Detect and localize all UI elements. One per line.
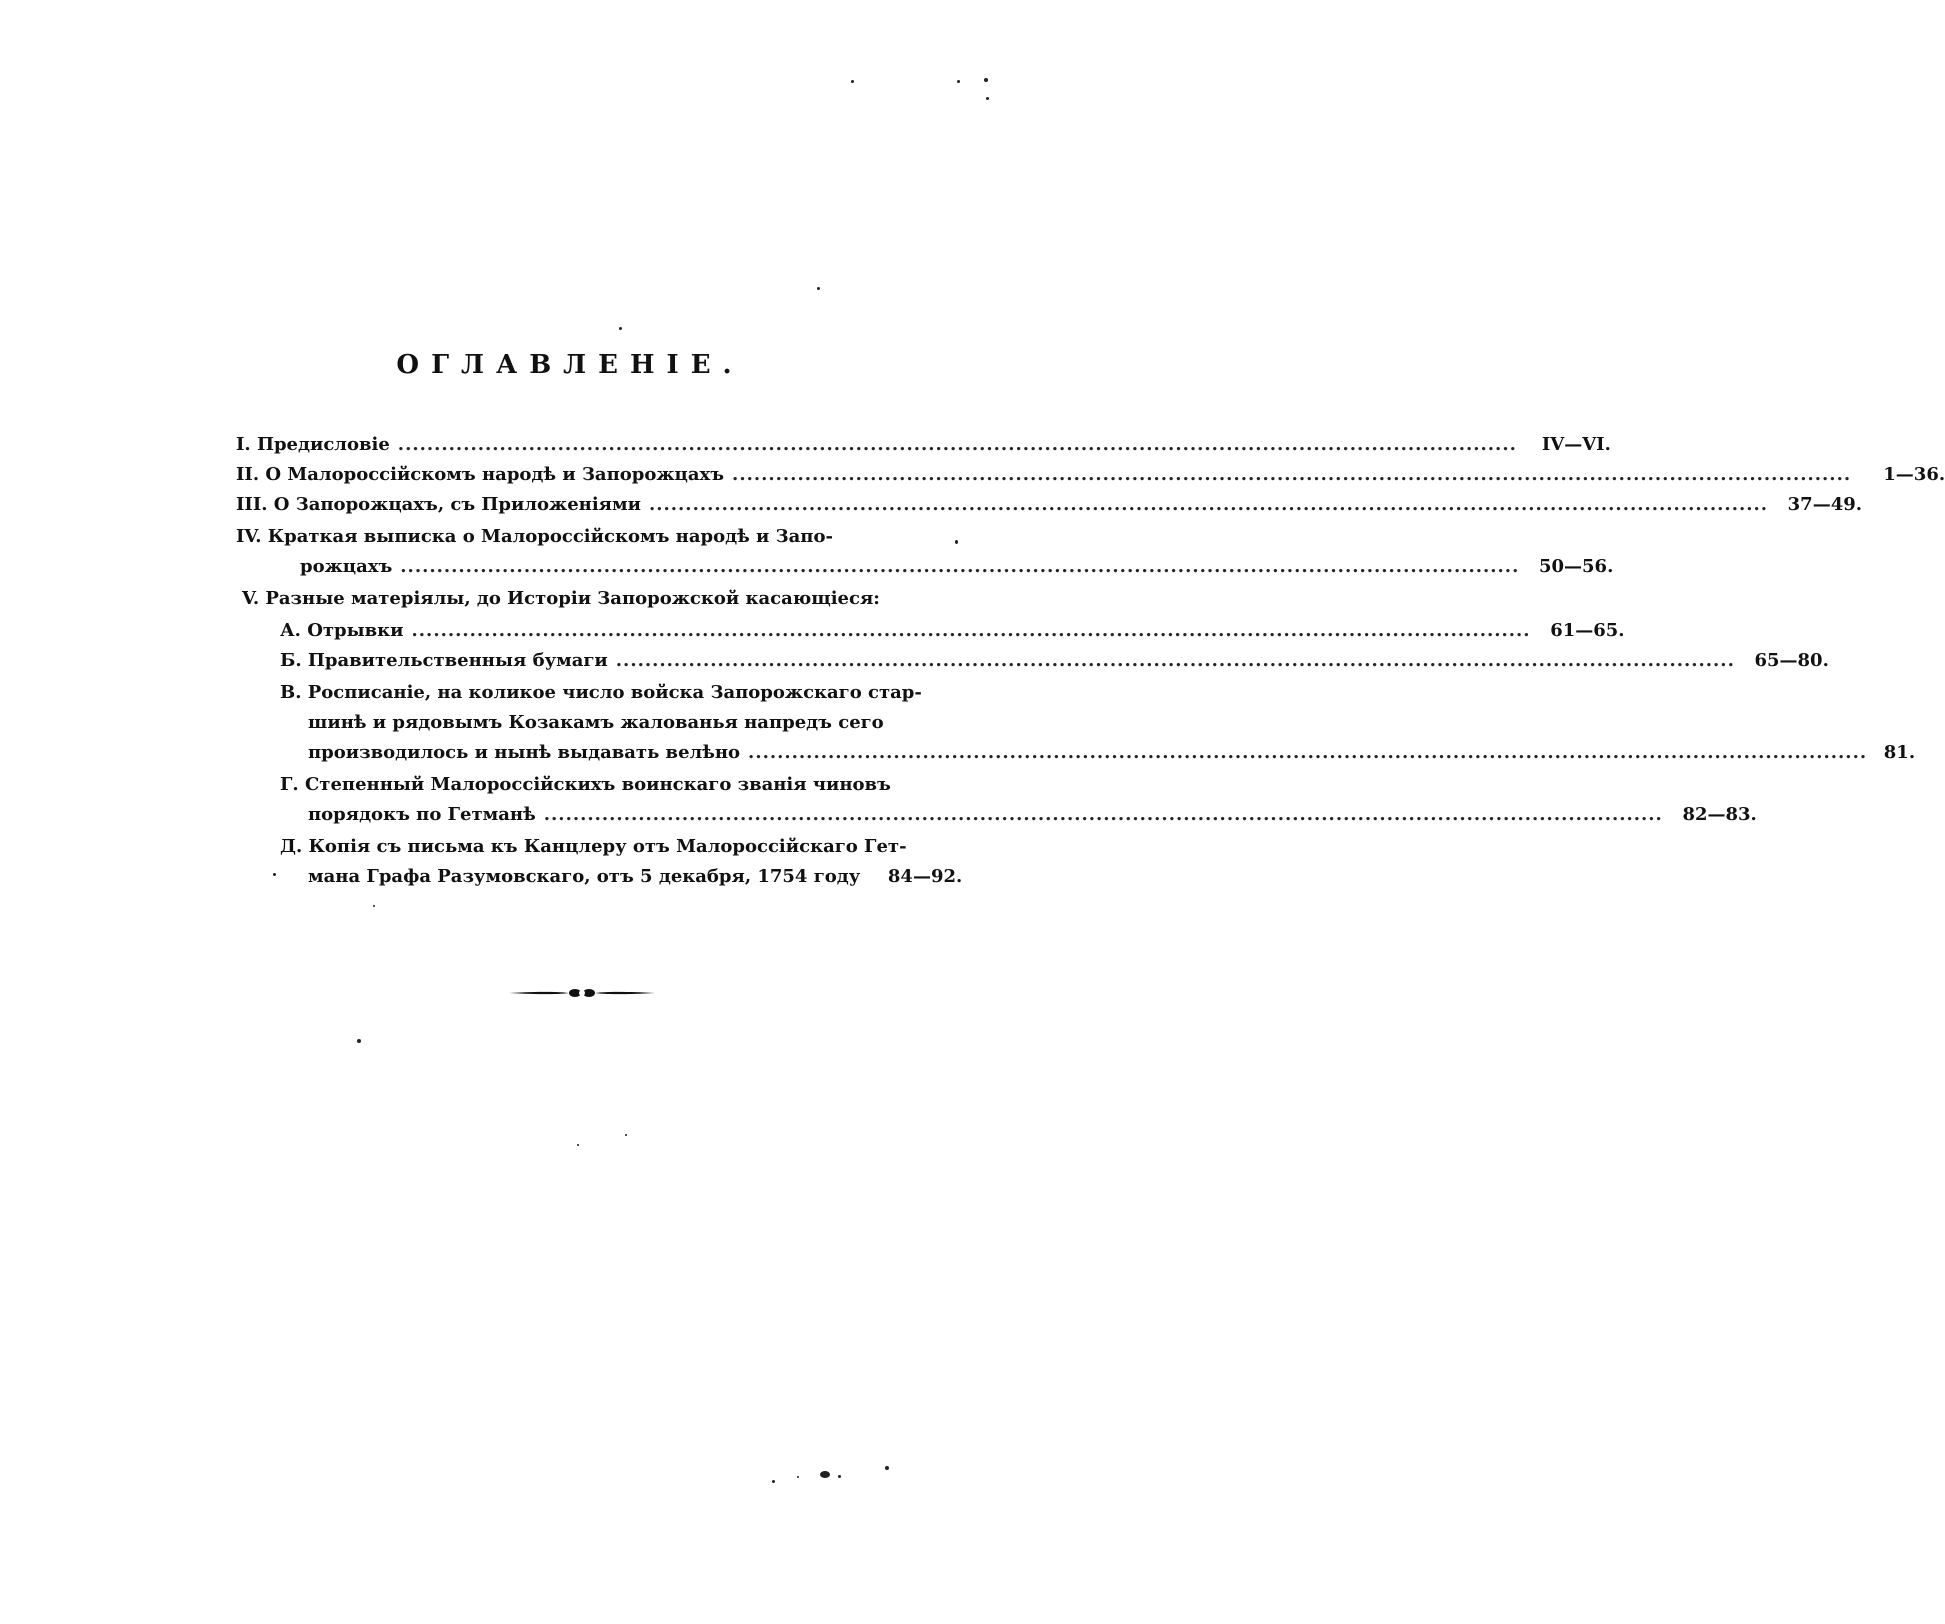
toc-entry-pages: 50—56. [1538,556,1614,577]
dot-leader: .......................................................................................................................................................... [648,494,1769,515]
toc-section-materials[interactable]: V. Разные матеріялы, до Исторіи Запорожской касающіеся: [242,588,880,609]
toc-entry-pages: 65—80. [1754,650,1829,671]
print-speck [797,1476,799,1478]
toc-entry-letter[interactable] [308,862,963,892]
toc-entry-schedule[interactable] [308,738,1916,768]
print-speck [820,1471,830,1478]
dot-leader: .......................................................................................................................................................... [615,650,1735,671]
print-speck [986,97,989,100]
dot-leader: .......................................................................................................................................................... [397,434,1517,455]
toc-entry-pages: 84—92. [887,866,963,887]
print-speck [373,905,375,907]
toc-entry-zaporozhians[interactable] [236,490,1863,520]
toc-entry-label: мана Графа Разумовскаго, отъ 5 декабря, 1754 году [308,866,861,887]
page-title: ОГЛАВЛЕНІЕ. [396,350,744,380]
toc-entry-label: производилось и нынѣ выдавать велѣно [308,742,741,763]
print-speck [273,873,276,876]
toc-entry-little-russian-people[interactable] [236,460,1945,490]
print-speck [577,1144,579,1146]
toc-entry-label: Б. Правительственныя бумаги [280,650,608,671]
toc-entry-rank-order[interactable] [308,800,1757,830]
toc-entry-pages: 61—65. [1550,620,1625,641]
print-speck [957,80,960,83]
toc-entry-preface[interactable] [236,430,1611,460]
print-speck [619,327,622,330]
print-speck [357,1039,361,1043]
print-speck [851,80,854,83]
toc-entry-pages: 81. [1883,742,1916,763]
print-speck [838,1475,841,1478]
toc-entry-label: III. О Запорожцахъ, съ Приложеніями [236,494,641,515]
toc-entry-label: А. Отрывки [280,620,404,641]
print-speck [984,78,988,82]
toc-entry-brief-extract-line1[interactable]: IV. Краткая выписка о Малороссійскомъ народѣ и Запо- [236,526,833,547]
toc-entry-label: II. О Малороссійскомъ народѣ и Запорожцахъ [236,464,725,485]
toc-entry-pages: 37—49. [1787,494,1863,515]
print-speck [955,540,958,544]
toc-entry-pages: IV—VI. [1541,434,1611,455]
ornament-divider [507,983,657,1003]
toc-entry-label: рожцахъ [300,556,393,577]
print-speck [885,1466,889,1470]
toc-entry-pages: 1—36. [1883,464,1945,485]
dot-leader: .......................................................................................................................................................... [543,804,1663,825]
print-speck [817,287,820,290]
toc-entry-fragments[interactable] [280,616,1625,646]
toc-entry-schedule-line2[interactable]: шинѣ и рядовымъ Козакамъ жалованья напредъ сего [308,712,884,733]
dot-leader: .......................................................................................................................................................... [400,556,1520,577]
toc-entry-letter-line1[interactable]: Д. Копія съ письма къ Канцлеру отъ Малороссійскаго Гет- [280,836,907,857]
toc-entry-schedule-line1[interactable]: В. Росписаніе, на коликое число войска Запорожскаго стар- [280,682,922,703]
dot-leader: .......................................................................................................................................................... [411,620,1531,641]
dot-leader: .......................................................................................................................................................... [732,464,1852,485]
toc-entry-brief-extract[interactable] [300,552,1614,582]
print-speck [625,1134,627,1136]
dot-leader: .......................................................................................................................................................... [748,742,1868,763]
toc-entry-government-papers[interactable] [280,646,1829,676]
toc-entry-label: порядокъ по Гетманѣ [308,804,536,825]
toc-entry-pages: 82—83. [1682,804,1757,825]
toc-entry-label: I. Предисловіе [236,434,390,455]
toc-entry-rank-order-line1[interactable]: Г. Степенный Малороссійскихъ воинскаго званія чиновъ [280,774,891,795]
print-speck [772,1480,775,1483]
